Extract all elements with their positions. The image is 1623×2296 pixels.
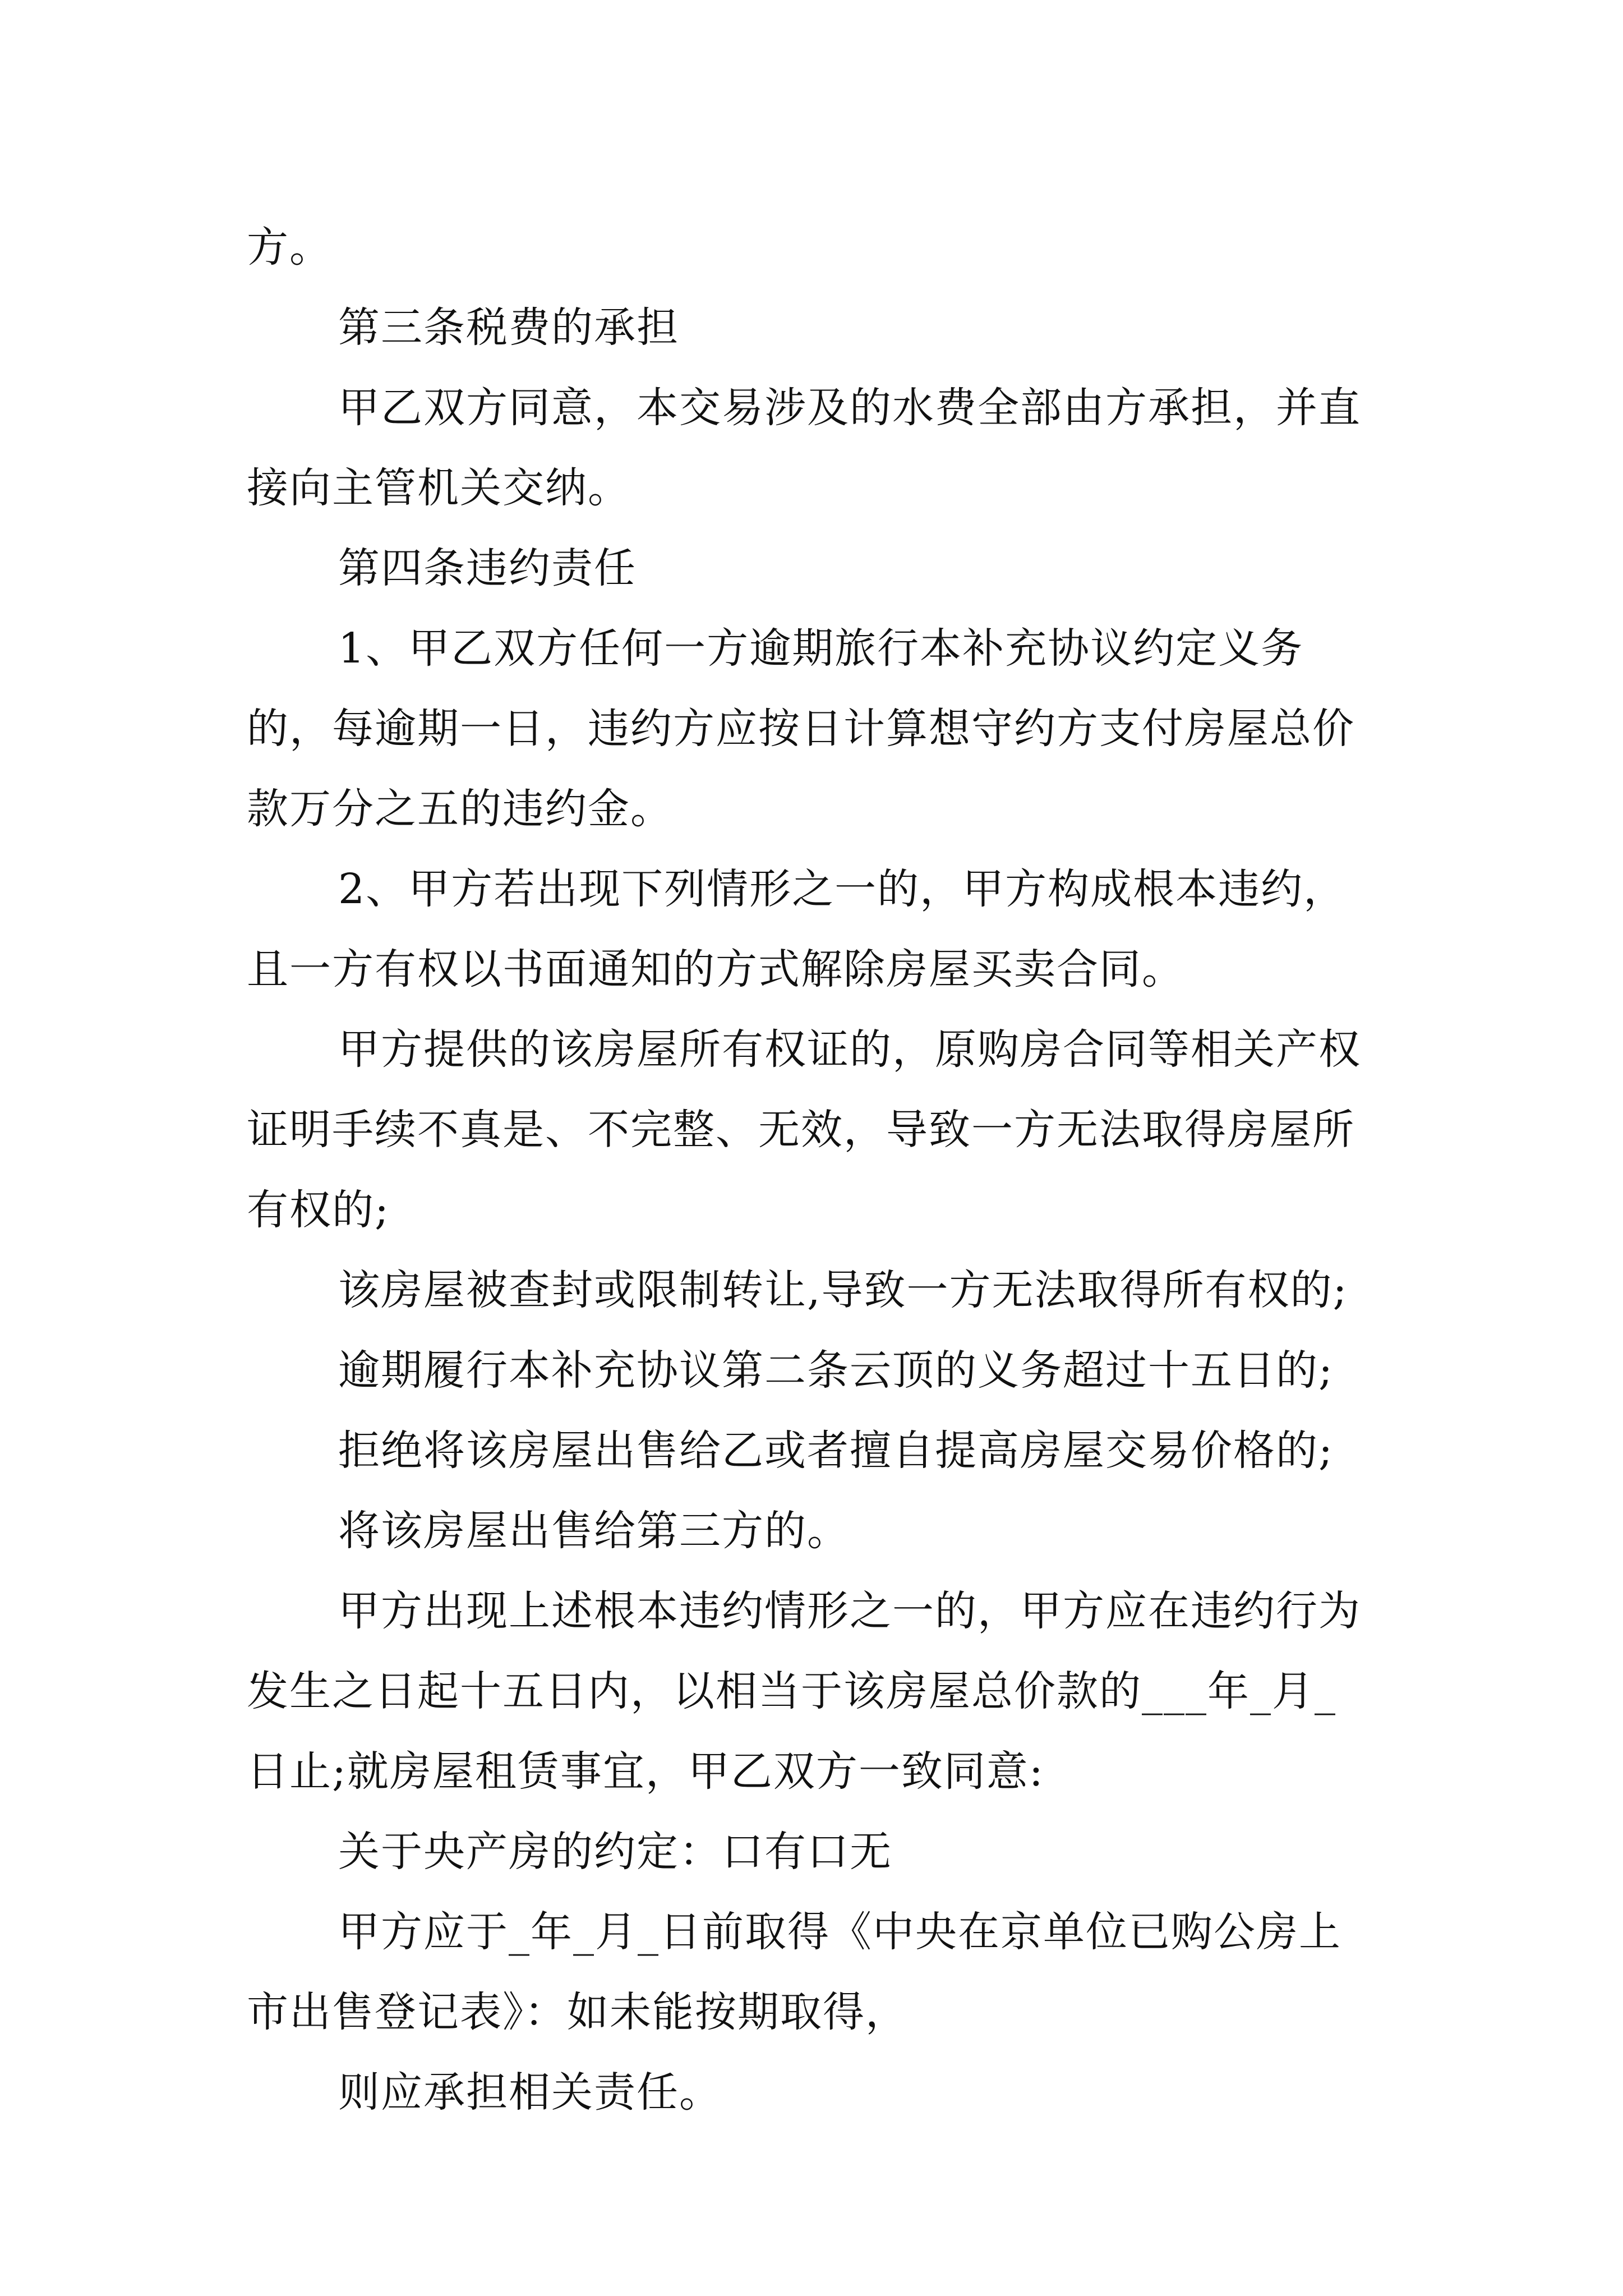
paragraph-registration-form: 甲方应于_年_月_日前取得《中央在京单位已购公房上市出售登记表》：如未能按期取得， [247, 1908, 1341, 2036]
paragraph-tax-agreement: 甲乙双方同意，本交易涉及的水费全部由方承担，并直接向主管机关交纳。 [247, 384, 1361, 512]
section-heading-liability: 第四条违约责任 [338, 544, 637, 592]
paragraph-clause-1: 1、甲乙双方任何一方逾期旅行本补充协议约定义务的，每逾期一日，违约方应按日计算想守约方支付房屋总价款万分之五的违约金。 [247, 624, 1355, 833]
paragraph-condition-third-party: 将该房屋出售给第三方的。 [338, 1507, 850, 1555]
paragraph-central-housing: 关于央产房的约定：口有口无 [338, 1828, 892, 1876]
paragraph-condition-certificate: 甲方提供的该房屋所有权证的，原购房合同等相关产权证明手续不真是、不完整、无效，导致一方无法取得房屋所有权的; [247, 1025, 1361, 1234]
document-body [247, 208, 1374, 2133]
section-heading-tax: 第三条税费的承担 [338, 303, 679, 352]
paragraph-responsibility: 则应承担相关责任。 [338, 2068, 722, 2116]
paragraph-continuation: 方。 [247, 223, 332, 272]
paragraph-condition-refuse: 拒绝将该房屋出售给乙或者擅自提高房屋交易价格的; [338, 1427, 1334, 1475]
paragraph-clause-2: 2、甲方若出现下列情形之一的，甲方构成根本违约，且一方有权以书面通知的方式解除房屋买卖合同。 [247, 865, 1347, 993]
paragraph-condition-overdue: 逾期履行本补充协议第二条云顶的义务超过十五日的; [338, 1346, 1334, 1395]
paragraph-breach-penalty: 甲方出现上述根本违约情形之一的，甲方应在违约行为发生之日起十五日内，以相当于该房屋总价款的___年_月_日止;就房屋租赁事宜，甲乙双方一致同意: [247, 1587, 1361, 1796]
paragraph-condition-seized: 该房屋被查封或限制转让,导致一方无法取得所有权的; [338, 1266, 1348, 1314]
